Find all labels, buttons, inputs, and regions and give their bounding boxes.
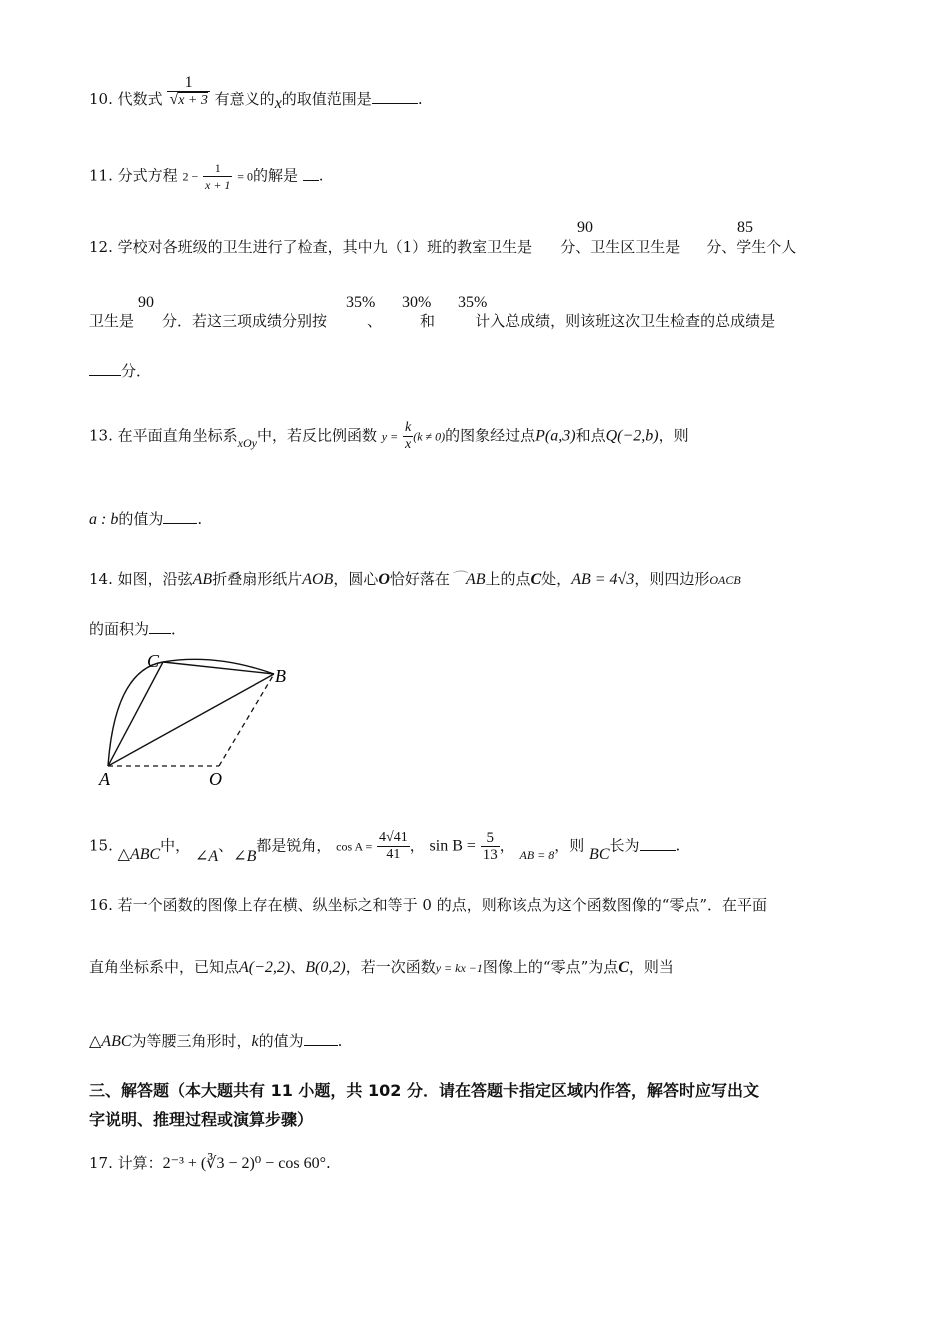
question-12-line3: 分． <box>89 360 151 381</box>
question-16-line3: △ABC为等腰三角形时，k的值为 . <box>89 1032 343 1050</box>
answer-blank[interactable] <box>640 836 676 851</box>
question-16-line2: 直角坐标系中，已知点A(−2,2)、B(0,2)，若一次函数y = kx −1图像上的“零点”为点C，则当 <box>89 958 674 976</box>
question-17: 17. 计算：2⁻³ + (∛3 − 2)⁰ − cos 60°. <box>89 1154 331 1172</box>
question-16: 16. 若一个函数的图像上存在横、纵坐标之和等于 0 的点，则称该点为这个函数图像的“零点”．在平面 <box>89 896 768 914</box>
q13-fraction: $\frac{k}{x}$ <box>405 420 412 452</box>
question-14-line2: 的面积为 ． <box>89 620 187 638</box>
label-b: B <box>275 666 286 686</box>
sin-fraction: $\frac{5}{13}$ <box>482 830 498 863</box>
question-12: 12. 学校对各班级的卫生进行了检查，其中九（1）班的教室卫生是 分、卫生区卫生是 分、学生个人 <box>89 238 797 256</box>
label-c: C <box>147 651 160 671</box>
label-o: O <box>209 769 222 789</box>
score-90-personal: 90 <box>138 294 154 311</box>
weight-30: 30% <box>402 294 432 311</box>
question-13: 13. 在平面直角坐标系$_{xOy}$中，若反比例函数 y = $\frac{k}{x}$ (k ≠ 0)的图象经过点P(a,3)和点Q(−2,b)，则 <box>89 420 689 452</box>
answer-blank[interactable] <box>163 509 197 524</box>
q14-figure <box>95 645 305 795</box>
cos-fraction: $\frac{4√41}{41}$ <box>379 830 408 862</box>
answer-blank[interactable] <box>304 1031 338 1046</box>
answer-blank[interactable] <box>89 361 121 376</box>
question-10: 10. 代数式 $\frac{1}{√x + 3}$ 有意义的x的取值范围是 . <box>89 74 423 112</box>
arc-ab: ⌒AB <box>449 571 486 588</box>
q11-fraction: $\frac{1}{x + 1}$ <box>205 161 231 192</box>
question-11: 11. 分式方程 2 − $\frac{1}{x + 1}$ = 0的解是 . <box>89 161 324 192</box>
segment-ob <box>219 674 274 766</box>
question-13-line2: a : b的值为 . <box>89 510 203 528</box>
label-a: A <box>99 769 110 789</box>
question-15: 15. △ABC中， ∠A、∠B都是锐角， cos A = $\frac{4√41}{41}$ ， sin B = $\frac{5}{13}$ ， $_{AB = 8}$，则 BC长为 . <box>89 830 681 865</box>
answer-blank[interactable] <box>149 619 171 634</box>
answer-blank[interactable] <box>372 89 418 104</box>
question-12-line2: 卫生是 分．若这三项成绩分别按 、 和 计入总成绩，则该班这次卫生检查的总成绩是 <box>89 312 776 330</box>
question-14: 14. 如图，沿弦AB折叠扇形纸片AOB，圆心O恰好落在⌒AB上的点C处，AB = 4√3，则四边形OACB <box>89 570 741 588</box>
answer-blank[interactable] <box>303 166 319 181</box>
q10-fraction: $\frac{1}{√x + 3}$ <box>169 74 208 108</box>
score-85-area: 85 <box>737 219 753 236</box>
score-90-classroom: 90 <box>577 219 593 236</box>
arc-sector <box>108 659 274 766</box>
weight-35: 35% <box>346 294 376 311</box>
section-3-heading: 三、解答题（本大题共有 11 小题，共 102 分．请在答题卡指定区域内作答，解答时应写出文 字说明、推理过程或演算步骤） <box>89 1081 759 1129</box>
weight-35b: 35% <box>458 294 488 311</box>
